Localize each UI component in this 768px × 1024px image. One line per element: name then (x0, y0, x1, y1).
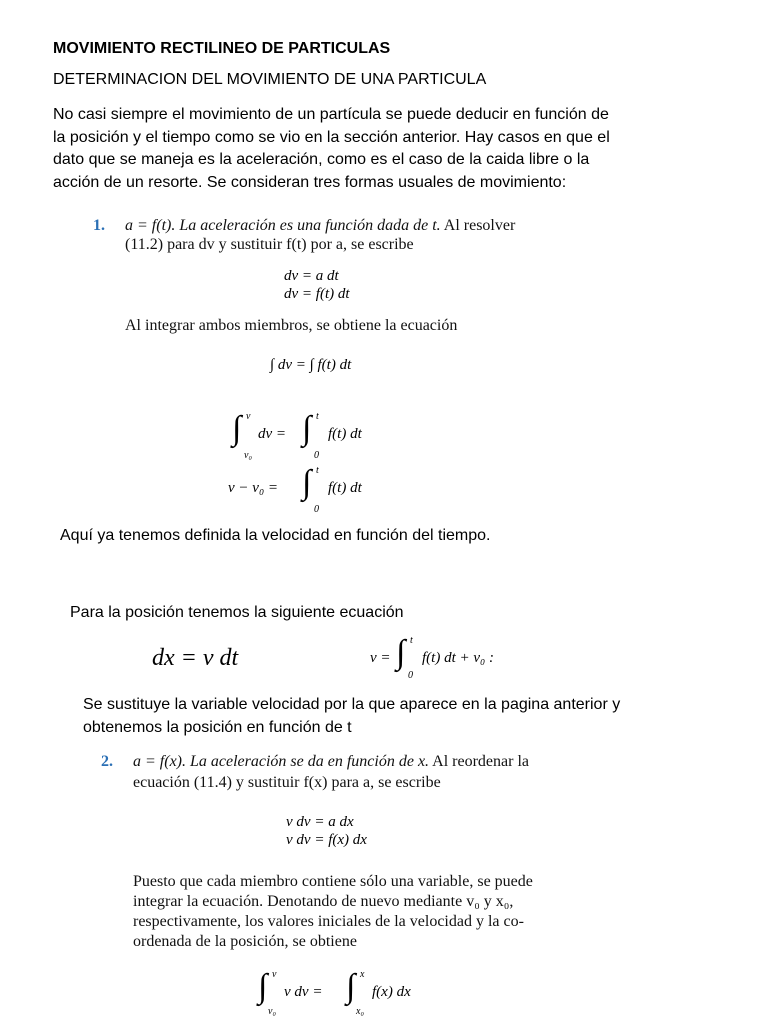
velocity-eq-rhs: f(t) dt + v₀ : (422, 650, 494, 666)
velocity-equation (370, 634, 570, 684)
intro-line: la posición y el tiempo como se vio en la sección anterior. Hay casos en que el (53, 128, 610, 146)
section-subtitle: DETERMINACION DEL MOVIMIENTO DE UNA PARTICULA (53, 71, 487, 88)
case2-eq-c (258, 970, 438, 1020)
substitute-line: Se sustituye la variable velocidad por la que aparece en la pagina anterior y (83, 696, 621, 713)
case1-line2: (11.2) para dv y sustituir f(t) por a, se escribe (125, 236, 414, 253)
integral-sign: ∫ (232, 410, 242, 447)
case1-statement: a = f(t). La aceleración es una función dada de t. Al resolver (125, 217, 516, 234)
upper-limit: v (246, 411, 251, 422)
substitute-paragraph (83, 694, 710, 739)
intro-paragraph (53, 104, 680, 194)
upper-limit: t (316, 411, 319, 422)
lower-limit: x₀ (356, 1006, 364, 1017)
page-title: MOVIMIENTO RECTILINEO DE PARTICULAS (53, 40, 391, 57)
case2-statement: a = f(x). La aceleración se da en función de x. Al reordenar la (133, 753, 529, 770)
intro-line: No casi siempre el movimiento de un partícula se puede deducir en función de (53, 106, 609, 123)
upper-limit: v (272, 969, 277, 980)
eq-c-rhs: f(x) dx (372, 984, 411, 1000)
position-equation: dx = v dt (152, 645, 239, 671)
eq-d-lhs: dv = (258, 426, 287, 442)
integral-sign: ∫ (396, 634, 406, 671)
eq-d-rhs: f(t) dt (328, 426, 362, 442)
eq-e-rhs: f(t) dt (328, 480, 362, 496)
case1-integrate-text: Al integrar ambos miembros, se obtiene la ecuación (125, 317, 458, 334)
integral-sign: ∫ (302, 410, 312, 447)
upper-limit: t (410, 635, 413, 646)
upper-limit: x (360, 969, 365, 980)
intro-line: acción de un resorte. Se consideran tres formas usuales de movimiento: (53, 173, 567, 191)
case1-number: 1. (93, 217, 105, 234)
integral-sign: ∫ (258, 968, 268, 1005)
lower-limit: 0 (314, 450, 319, 461)
case2-para-line: ordenada de la posición, se obtiene (133, 933, 357, 950)
intro-line: dato que se maneja es la aceleración, como es el caso de la caida libre o la (53, 151, 590, 168)
case2-eq-a: v dv = a dx (286, 814, 354, 830)
case2-line2: ecuación (11.4) y sustituir f(x) para a, se escribe (133, 774, 441, 791)
case1-eq-e (228, 466, 398, 516)
lower-limit: v₀ (244, 450, 252, 461)
lower-limit: v₀ (268, 1006, 276, 1017)
position-intro: Para la posición tenemos la siguiente ecuación (70, 604, 404, 621)
velocity-eq-lhs: v = (370, 650, 391, 666)
integral-sign: ∫ (346, 968, 356, 1005)
case1-eq-b: dv = f(t) dt (284, 286, 350, 302)
integral-sign: ∫ (302, 464, 312, 501)
substitute-line: obtenemos la posición en función de t (83, 718, 352, 736)
case1-eq-d (232, 412, 392, 462)
eq-e-lhs: v − v₀ = (228, 480, 279, 496)
case2-para-line: respectivamente, los valores iniciales de la velocidad y la co- (133, 913, 524, 930)
case2-paragraph (133, 872, 533, 952)
case2-eq-b: v dv = f(x) dx (286, 832, 367, 848)
case2-number: 2. (101, 753, 113, 770)
eq-c-lhs: v dv = (284, 984, 323, 1000)
velocity-note: Aquí ya tenemos definida la velocidad en función del tiempo. (60, 527, 491, 544)
case2-para-line: integrar la ecuación. Denotando de nuevo mediante v₀ y x₀, (133, 893, 514, 910)
case1-eq-c: ∫ dv = ∫ f(t) dt (270, 357, 352, 373)
lower-limit: 0 (408, 670, 413, 681)
upper-limit: t (316, 465, 319, 476)
case2-para-line: Puesto que cada miembro contiene sólo una variable, se puede (133, 873, 533, 890)
lower-limit: 0 (314, 504, 319, 515)
case1-eq-a: dv = a dt (284, 268, 339, 284)
